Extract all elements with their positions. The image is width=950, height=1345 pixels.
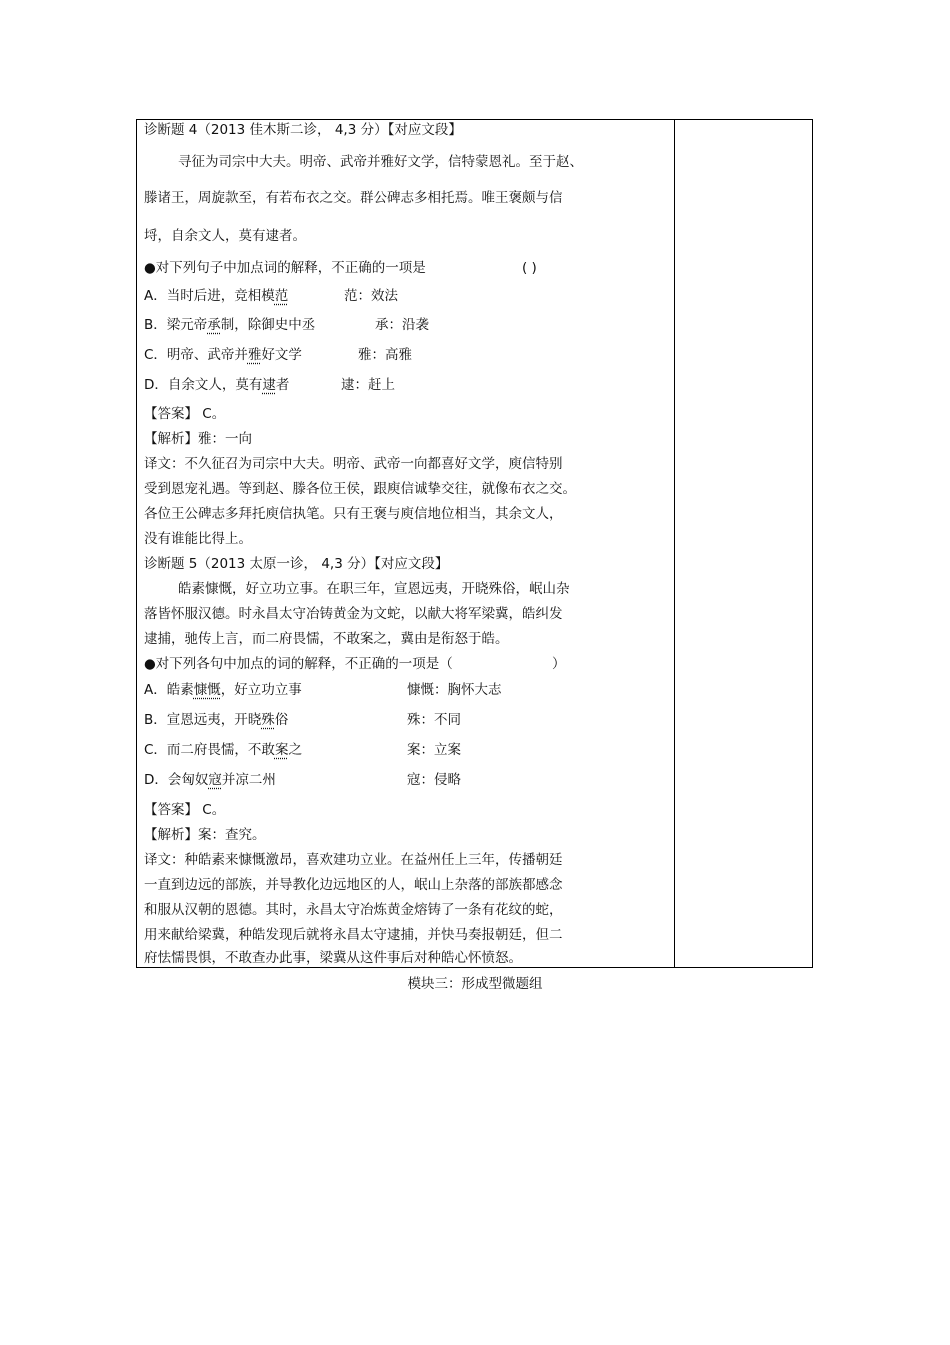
q5-passage-line-3: 逮捕，驰传上言，而二府畏懦，不敢案之，冀由是衔怒于皓。 (144, 631, 509, 647)
q5-answer: 【答案】 C。 (144, 802, 226, 818)
q4-question-text: ●对下列句子中加点词的解释，不正确的一项是 (144, 260, 426, 276)
q5-option-b-explain: 殊：不同 (407, 712, 461, 728)
q5-option-b: B．宣恩远夷，开晓殊俗 殊：不同 (144, 712, 461, 728)
q4-option-b-explain: 承：沿袭 (375, 317, 429, 333)
q5-answer-paren: ） (552, 656, 566, 672)
q4-option-c-explain: 雅：高雅 (358, 347, 412, 363)
module-heading: 模块三：形成型微题组 (407, 976, 543, 992)
q5-option-d: D．会匈奴寇并凉二州 寇：侵略 (144, 772, 461, 788)
q4-option-b: B．梁元帝承制，除御史中丞 承：沿袭 (144, 317, 429, 333)
q4-option-d: D．自余文人，莫有逮者 逮：赶上 (144, 377, 395, 393)
q4-header: 诊断题 4（2013 佳木斯二诊， 4,3 分）【对应文段】 (144, 122, 462, 138)
q5-translation-line-2: 一直到边远的部族，并导教化边远地区的人，岷山上杂落的部族都感念 (144, 877, 563, 893)
q4-translation-line-3: 各位王公碑志多拜托庾信执笔。只有王褒与庾信地位相当，其余文人， (144, 506, 563, 522)
column-divider (674, 120, 675, 967)
q5-translation-line-5: 府怯懦畏惧，不敢查办此事，梁冀从这件事后对种皓心怀愤怒。 (144, 950, 522, 966)
dotted-word: 雅 (247, 347, 262, 363)
dotted-word: 案 (274, 742, 289, 758)
dotted-word: 殊 (261, 712, 275, 728)
q5-option-c: C．而二府畏懦，不敢案之 案：立案 (144, 742, 461, 758)
dotted-word: 寇 (208, 772, 222, 788)
q4-question (144, 260, 537, 276)
q5-translation-line-4: 用来献给梁冀，种皓发现后就将永昌太守逮捕，并快马奏报朝廷，但二 (144, 927, 563, 943)
q5-option-c-explain: 案：立案 (407, 742, 461, 758)
q5-passage-line-2: 落皆怀服汉德。时永昌太守冶铸黄金为文蛇，以献大将军梁冀，皓纠发 (144, 606, 563, 622)
q4-passage-line-3: 埒，自余文人，莫有逮者。 (144, 228, 306, 244)
main-cell (144, 120, 669, 967)
q5-option-d-explain: 寇：侵略 (407, 772, 461, 788)
q4-option-a: A．当时后进，竞相模范 范：效法 (144, 288, 398, 304)
q5-question-text: ●对下列各句中加点的词的解释，不正确的一项是（ (144, 656, 453, 672)
q4-answer: 【答案】 C。 (144, 406, 226, 422)
q4-answer-paren: ( ) (522, 260, 537, 276)
dotted-word: 慷慨 (193, 682, 221, 698)
dotted-word: 承 (207, 317, 221, 333)
q4-passage-line-1: 寻征为司宗中大夫。明帝、武帝并雅好文学，信特蒙恩礼。至于赵、 (178, 154, 583, 170)
dotted-word: 范 (274, 288, 289, 304)
q5-question (144, 656, 566, 672)
q4-option-d-explain: 逮：赶上 (341, 377, 395, 393)
q4-passage-line-2: 滕诸王，周旋款至，有若布衣之交。群公碑志多相托焉。唯王褒颇与信 (144, 190, 563, 206)
q4-translation-line-4: 没有谁能比得上。 (144, 531, 252, 547)
q5-translation-line-3: 和服从汉朝的恩德。其时，永昌太守冶炼黄金熔铸了一条有花纹的蛇， (144, 902, 563, 918)
q4-translation-line-1: 译文：不久征召为司宗中大夫。明帝、武帝一向都喜好文学，庾信特别 (144, 456, 563, 472)
q5-passage-line-1: 皓素慷慨，好立功立事。在职三年，宣恩远夷，开晓殊俗，岷山杂 (178, 581, 570, 597)
q5-analysis: 【解析】案：查究。 (144, 827, 266, 843)
q4-translation-line-2: 受到恩宠礼遇。等到赵、滕各位王侯，跟庾信诚挚交往，就像布衣之交。 (144, 481, 576, 497)
q5-header: 诊断题 5（2013 太原一诊， 4,3 分）【对应文段】 (144, 556, 449, 572)
q5-translation-line-1: 译文：种皓素来慷慨激昂，喜欢建功立业。在益州任上三年，传播朝廷 (144, 852, 563, 868)
q5-option-a-explain: 慷慨：胸怀大志 (407, 682, 502, 698)
q4-option-c: C．明帝、武帝并雅好文学 雅：高雅 (144, 347, 412, 363)
q4-analysis: 【解析】雅：一向 (144, 431, 252, 447)
q5-option-a: A．皓素慷慨，好立功立事 慷慨：胸怀大志 (144, 682, 502, 698)
dotted-word: 逮 (262, 377, 276, 393)
content-table (136, 119, 813, 968)
q4-option-a-explain: 范：效法 (344, 288, 398, 304)
